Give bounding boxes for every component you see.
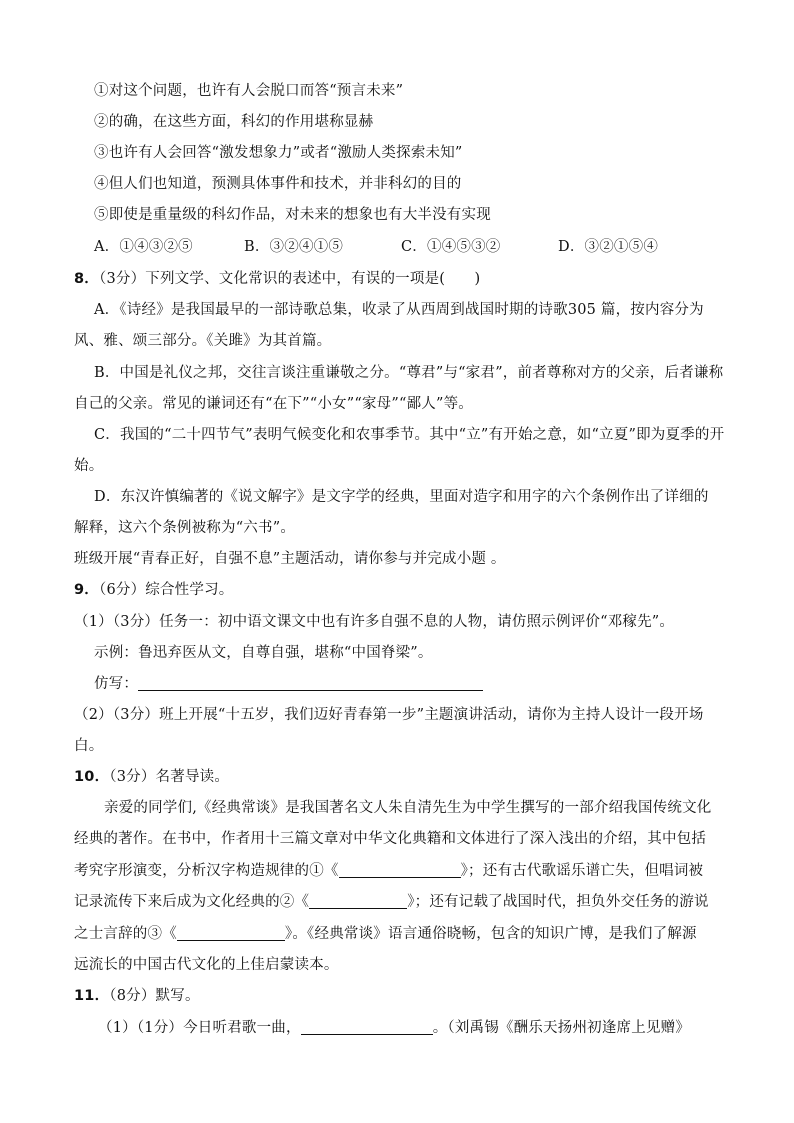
- q10-blank-2[interactable]: [309, 894, 407, 909]
- q7-sentence-2: ②的确，在这些方面，科幻的作用堪称显赫: [94, 114, 374, 130]
- q11-stem: （8分）默写。: [109, 988, 200, 1004]
- q10-passage-line3: [74, 861, 703, 881]
- q7-option-d[interactable]: D．③②①⑤④: [558, 239, 659, 255]
- q11-part1: [98, 1018, 690, 1038]
- q8-option-c-line2: 始。: [74, 458, 104, 474]
- q9-header: [74, 580, 233, 600]
- q7-sentence-3: ③也许有人会回答“激发想象力”或者“激励人类探索未知”: [94, 145, 463, 161]
- q9-imitate-label: 仿写：: [94, 676, 139, 692]
- q7-option-b[interactable]: B．③②④①⑤: [244, 239, 344, 255]
- q11-number: 11．: [74, 988, 110, 1004]
- q9-number: 9．: [74, 582, 99, 598]
- q7-option-c[interactable]: C．①④⑤③②: [401, 239, 501, 255]
- q10-blank-3[interactable]: [177, 926, 285, 941]
- q10-number: 10．: [74, 769, 110, 785]
- q10-line3-before: 考究字形演变，分析汉字构造规律的①《: [74, 863, 339, 879]
- q8-header: [74, 269, 480, 289]
- q11-part1-before: （1）（1分）今日听君歌一曲，: [98, 1020, 301, 1036]
- q10-passage-line6: 远流长的中国古代文化的上佳启蒙读本。: [74, 957, 339, 973]
- q11-header: [74, 986, 200, 1006]
- q8-option-b-line1[interactable]: B．中国是礼仪之邦，交往言谈注重谦敬之分。“尊君”与“家君”，前者尊称对方的父亲，后者谦称: [94, 365, 724, 381]
- q8-option-b-line2: 自己的父亲。常见的谦词还有“在下”“小女”“家母”“鄙人”等。: [74, 396, 474, 412]
- q7-sentence-1: ①对这个问题，也许有人会脱口而答“预言未来”: [94, 83, 404, 99]
- q8-number: 8．: [74, 271, 99, 287]
- activity-intro: 班级开展“青春正好，自强不息”主题活动，请你参与并完成小题 。: [74, 551, 506, 567]
- q9-part2-line1: （2）（3分）班上开展“十五岁，我们迈好青春第一步”主题演讲活动，请你为主持人设计一段开场: [74, 707, 704, 723]
- q9-imitate-row: [94, 674, 483, 694]
- q8-option-a-line1[interactable]: A．《诗经》是我国最早的一部诗歌总集，收录了从西周到战国时期的诗歌305 篇，按内容分为: [94, 302, 704, 318]
- q8-option-a-line2: 风、雅、颂三部分。《关雎》为其首篇。: [74, 333, 332, 349]
- q11-blank-1[interactable]: [301, 1020, 433, 1035]
- q7-options: [94, 237, 734, 257]
- q10-line4-before: 记录流传下来后成为文化经典的②《: [74, 894, 310, 910]
- q10-passage-line2: 经典的著作。在书中，作者用十三篇文章对中华文化典籍和文体进行了深入浅出的介绍，其中包括: [74, 831, 707, 847]
- q9-example: 示例：鲁迅弃医从文，自尊自强，堪称“中国脊梁”。: [94, 645, 433, 661]
- q7-sentence-5: ⑤即使是重量级的科幻作品，对未来的想象也有大半没有实现: [94, 207, 491, 223]
- q10-line3-after: 》；还有古代歌谣乐谱亡失，但唱词被: [460, 863, 704, 879]
- q10-blank-1[interactable]: [339, 863, 461, 878]
- q9-stem: （6分）综合性学习。: [99, 582, 234, 598]
- q11-part1-after: 。（刘禹锡《酬乐天扬州初逢席上见赠》: [432, 1020, 691, 1036]
- q9-imitate-answer-blank[interactable]: [138, 676, 483, 691]
- q8-stem: （3分）下列文学、文化常识的表述中，有误的一项是( ): [99, 271, 481, 287]
- q10-line5-before: 之士言辞的③《: [74, 926, 177, 942]
- q10-passage-line1: 亲爱的同学们,《经典常谈》是我国著名文人朱自清先生为中学生撰写的一部介绍我国传统文化: [104, 800, 712, 816]
- q9-part1-prompt: （1）（3分）任务一：初中语文课文中也有许多自强不息的人物，请仿照示例评价“邓稼先”。: [74, 614, 675, 630]
- q10-line4-after: 》；还有记载了战国时代，担负外交任务的游说: [407, 894, 709, 910]
- q8-option-d-line2: 解释，这六个条例被称为“六书”。: [74, 520, 296, 536]
- q10-header: [74, 767, 229, 787]
- q10-stem: （3分）名著导读。: [109, 769, 230, 785]
- q8-option-c-line1[interactable]: C．我国的“二十四节气”表明气候变化和农事季节。其中“立”有开始之意，如“立夏”即为夏季的开: [94, 427, 725, 443]
- q7-option-a[interactable]: A．①④③②⑤: [94, 239, 193, 255]
- q7-sentence-4: ④但人们也知道，预测具体事件和技术，并非科幻的目的: [94, 176, 462, 192]
- q10-passage-line4: [74, 892, 709, 912]
- q10-passage-line5: [74, 924, 697, 944]
- q10-line5-after: 》。《经典常谈》语言通俗晓畅，包含的知识广博，是我们了解源: [284, 926, 697, 942]
- q9-part2-line2: 白。: [74, 738, 104, 754]
- q8-option-d-line1[interactable]: D．东汉许慎编著的《说文解字》是文字学的经典，里面对造字和用字的六个条例作出了详细的: [94, 489, 709, 505]
